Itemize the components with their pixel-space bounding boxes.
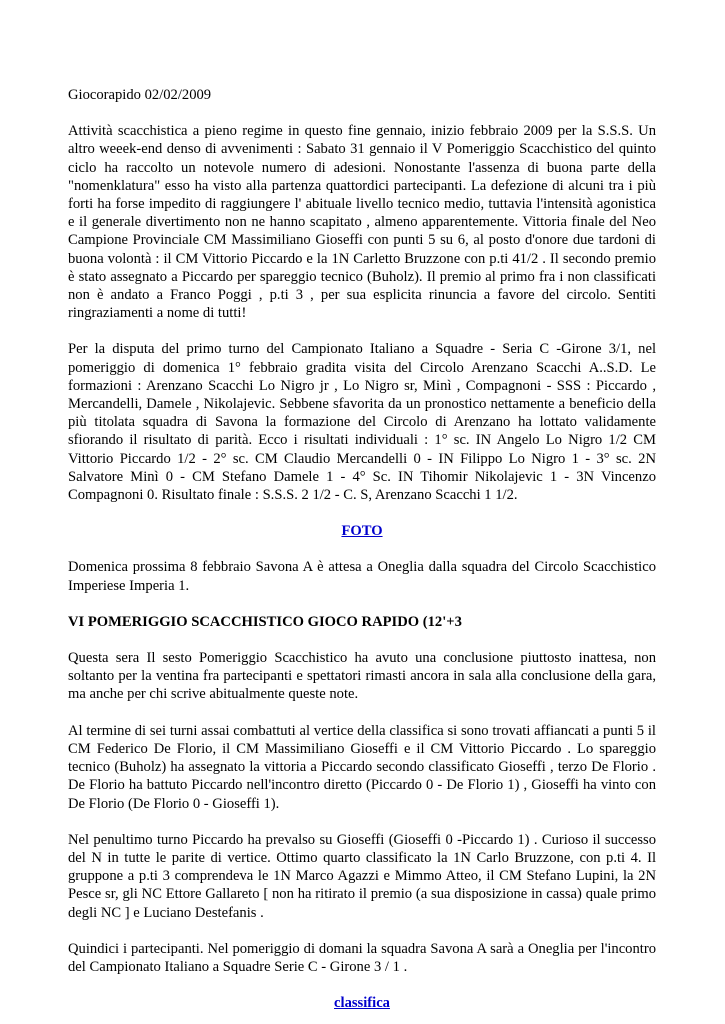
date-line: Giocorapido 02/02/2009 xyxy=(68,87,212,103)
classifica-link-line xyxy=(68,994,656,1012)
classifica-link[interactable]: classifica xyxy=(334,995,390,1012)
paragraph-sesto-pomeriggio: Questa sera Il sesto Pomeriggio Scacchistico ha avuto una conclusione piuttosto inattesa, non soltanto per la ventina fra partecipanti e spettatori rimasti ancora in sala alla conclusione della gara, ma anche per chi scrive abitualmente queste note. xyxy=(68,650,656,703)
paragraph-vertice: Al termine di sei turni assai combattuti al vertice della classifica si sono trovati affiancati a punti 5 il CM Federico De Florio, il CM Massimiliano Gioseffi e il CM Vittorio Piccardo . Lo spareggio tecnico (Buholz) ha assegnato la vittoria a Piccardo secondo classificato Gioseffi , terzo De Florio . De Florio ha battuto Piccardo nell'incontro diretto (Piccardo 0 - De Florio 1) , Gioseffi ha vinto con De Florio (De Florio 0 - Gioseffi 1). xyxy=(68,722,656,812)
paragraph-partecipanti: Quindici i partecipanti. Nel pomeriggio di domani la squadra Savona A sarà a Oneglia per l'incontro del Campionato Italiano a Squadre Serie C - Girone 3 / 1 . xyxy=(68,940,656,975)
paragraph-penultimo-turno: Nel penultimo turno Piccardo ha prevalso su Gioseffi (Gioseffi 0 -Piccardo 1) . Curioso il successo del N in tutte le parite di vertice. Ottimo quarto classificato la 1N Carlo Bruzzone, con p.ti 4. Il gruppone a p.ti 3 comprendeva le 1N Marco Agazzi e Mimmo Atteo, il CM Stefano Lupini, la 2N Pesce sr, gli NC Ettore Gallareto [ non ha ritirato il premio (a sua disposizione in cassa) quale primo degli NC ] e Luciano Destefanis . xyxy=(68,831,656,921)
paragraph-domenica: Domenica prossima 8 febbraio Savona A è attesa a Oneglia dalla squadra del Circolo Scacchistico Imperiese Imperia 1. xyxy=(68,559,656,594)
document-body xyxy=(68,86,656,1012)
foto-link-line xyxy=(68,522,656,540)
paragraph-pomeriggio-v: Attività scacchistica a pieno regime in questo fine gennaio, inizio febbraio 2009 per la S.S.S. Un altro weeek-end denso di avvenimenti : Sabato 31 gennaio il V Pomeriggio Scacchistico del quinto ciclo ha raccolto un notevole numero di adesioni. Nonostante l'assenza di buona parte della "nomenklatura" esso ha visto alla partenza quattordici partecipanti. La defezione di alcuni tra i più forti ha forse impedito di raggiungere l' abituale livello tecnico medio, tuttavia l'intensità agonistica e il generale divertimento non ne hanno scapitato , almeno apparentemente. Vittoria finale del Neo Campione Provinciale CM Massimiliano Gioseffi con punti 5 su 6, al posto d'onore due tardoni di buona volontà : il CM Vittorio Piccardo e la 1N Carletto Bruzzone con p.ti 41/2 . Il secondo premio è stato assegnato a Piccardo per spareggio tecnico (Buholz). Il premio al primo fra i non classificati non è andato a Franco Poggi , p.ti 3 , per sua esplicita rinuncia a favore del circolo. Sentiti ringraziamenti a nome di tutti! xyxy=(68,123,656,322)
paragraph-campionato: Per la disputa del primo turno del Campionato Italiano a Squadre - Seria C -Girone 3/1, nel pomeriggio di domenica 1° febbraio gradita visita del Circolo Arenzano Scacchi A..S.D. Le formazioni : Arenzano Scacchi Lo Nigro jr , Lo Nigro sr, Minì , Compagnoni - SSS : Piccardo , Mercandelli, Damele , Nikolajevic. Sebbene sfavorita da un pronostico nettamente a beneficio della più titolata squadra di Savona la formazione del Circolo di Arenzano ha lottato validamente sfiorando il risultato di parità. Ecco i risultati individuali : 1° sc. IN Angelo Lo Nigro 1/2 CM Vittorio Piccardo 1/2 - 2° sc. CM Claudio Mercandelli 0 - IN Filippo Lo Nigro 1 - 3° sc. 2N Salvatore Minì 0 - CM Stefano Damele 1 - 4° Sc. IN Tihomir Nikolajevic 1 - 3N Vincenzo Compagnoni 0. Risultato finale : S.S.S. 2 1/2 - C. S, Arenzano Scacchi 1 1/2. xyxy=(68,341,656,504)
section-heading: VI POMERIGGIO SCACCHISTICO GIOCO RAPIDO (12'+3 xyxy=(68,613,462,630)
foto-link[interactable]: FOTO xyxy=(341,523,383,540)
